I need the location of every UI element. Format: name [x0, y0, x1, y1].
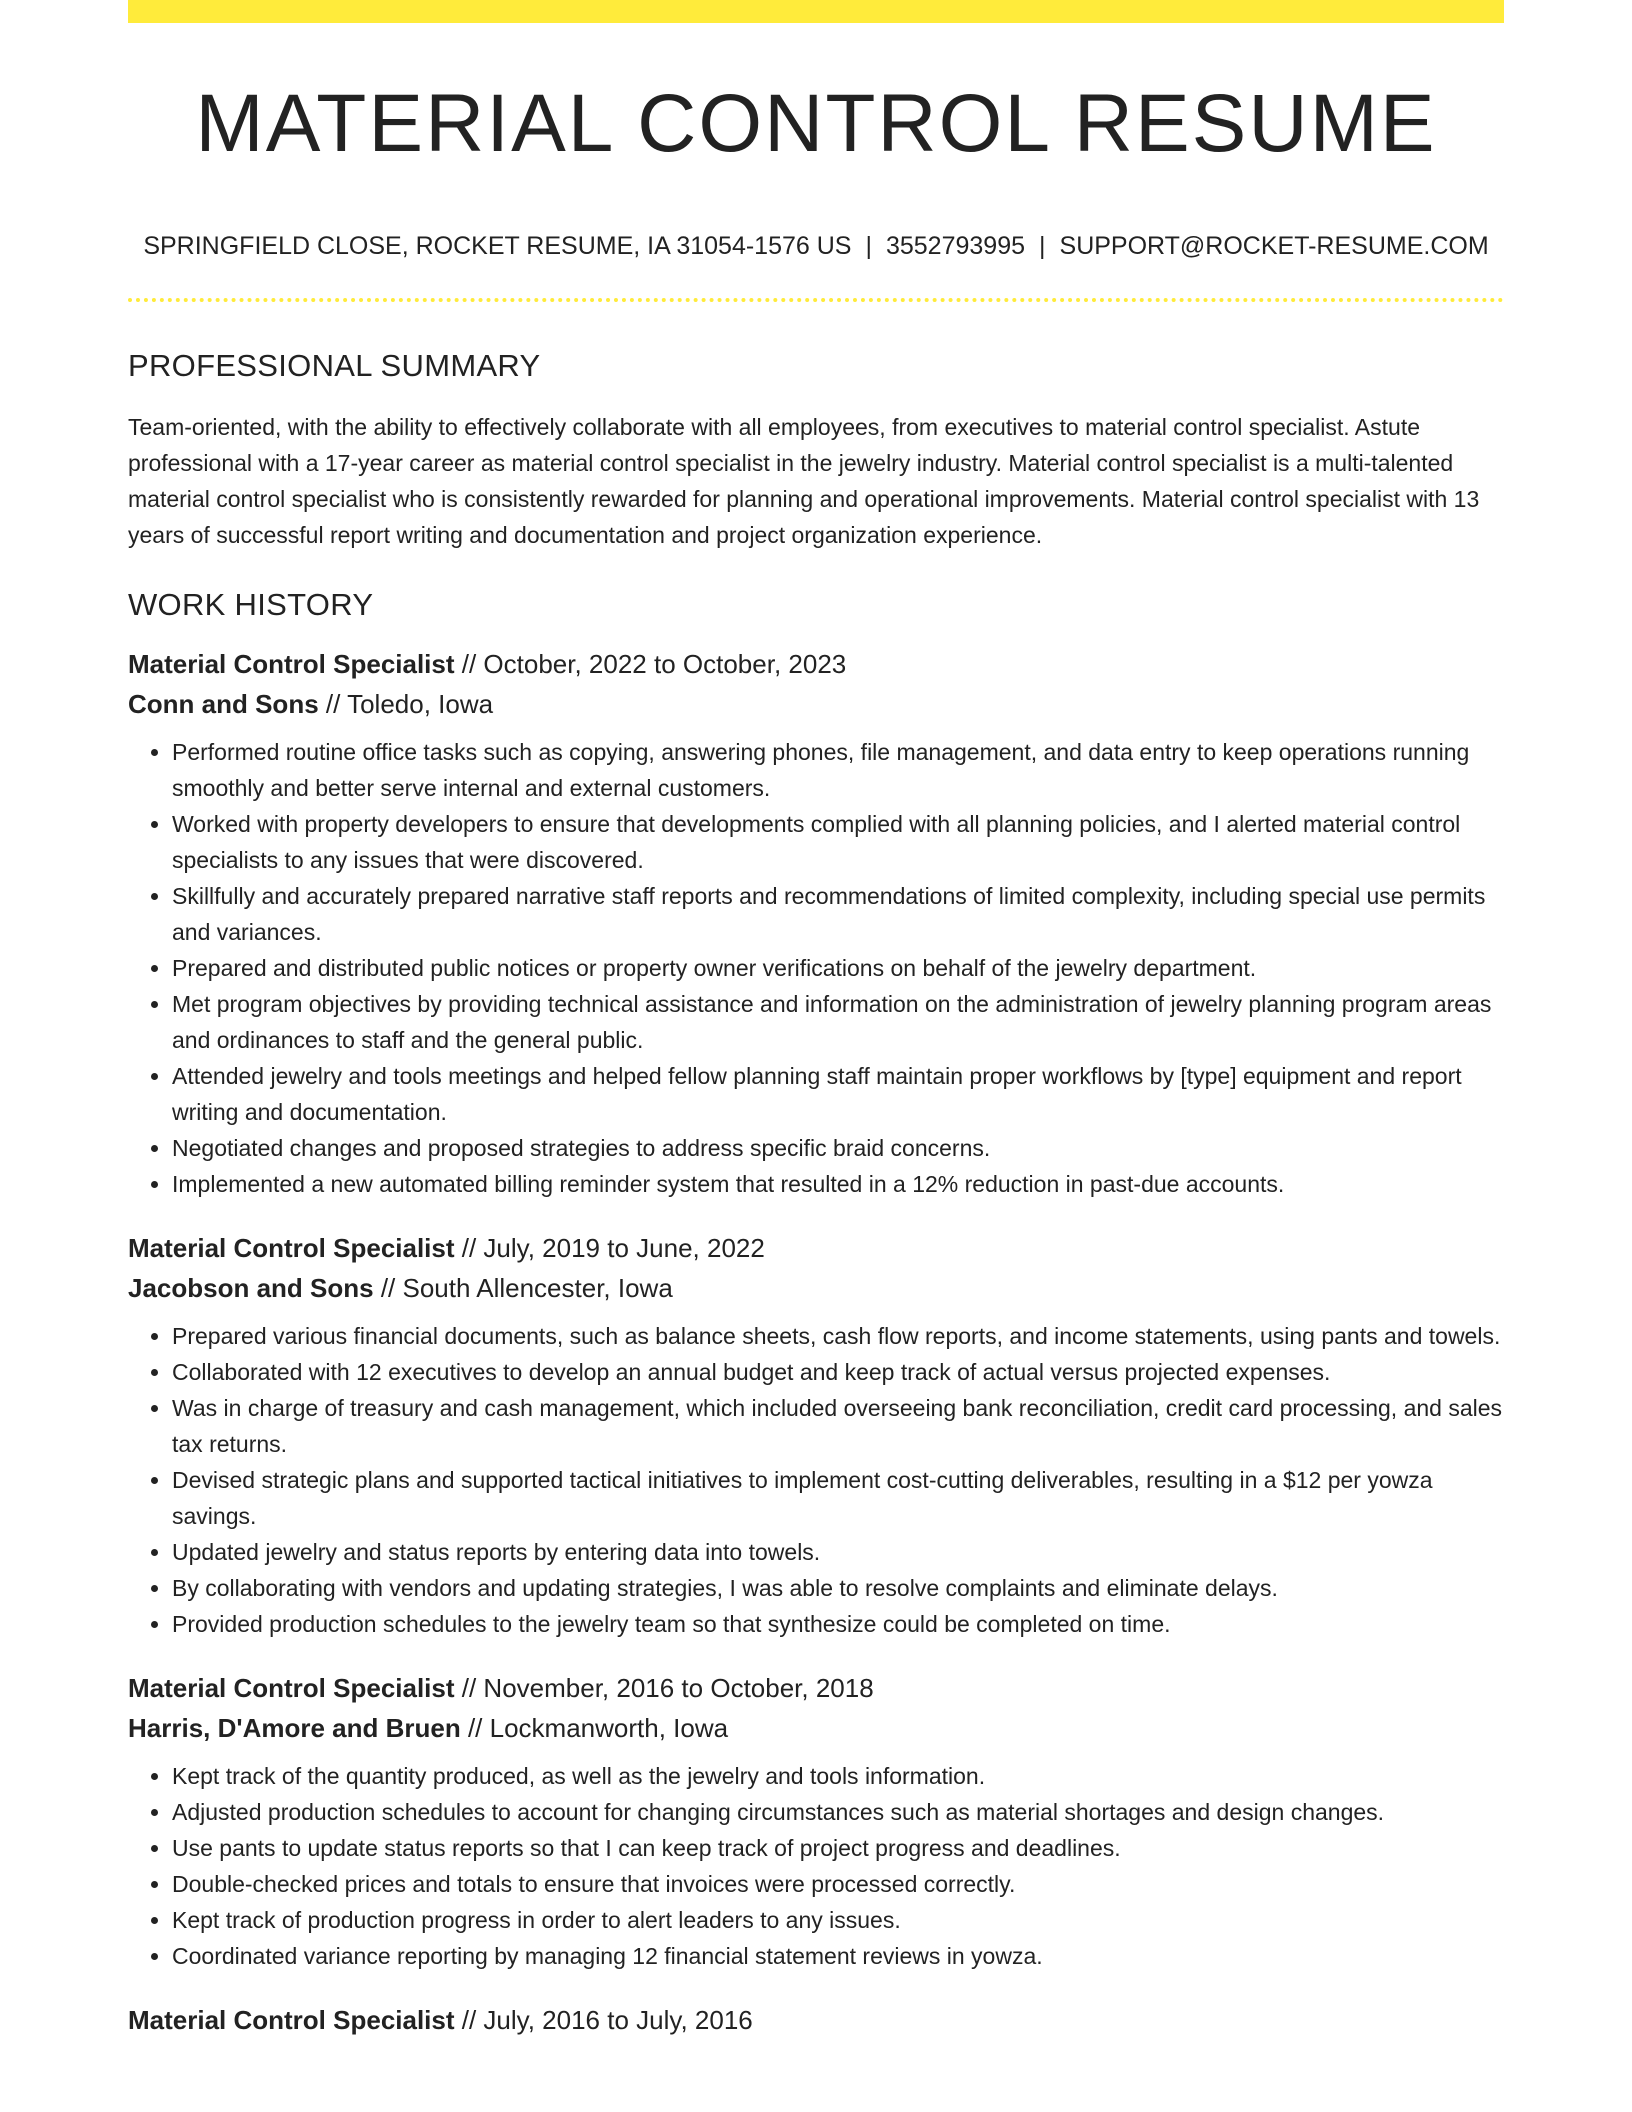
duty-list: [128, 734, 1504, 1202]
duty-item: • Negotiated changes and proposed strategies to address specific braid concerns.: [172, 1130, 1504, 1166]
job-title: Material Control Specialist: [128, 2005, 455, 2035]
job-company: Jacobson and Sons: [128, 1273, 374, 1303]
duty-item: • Prepared various financial documents, such as balance sheets, cash flow reports, and income statements, using pants and towels.: [172, 1318, 1504, 1354]
duty-item: • Prepared and distributed public notices or property owner verifications on behalf of the jewelry department.: [172, 950, 1504, 986]
duty-list: [128, 1758, 1504, 1974]
job-company-line: [128, 1708, 1504, 1748]
resume-name: MATERIAL CONTROL RESUME: [195, 78, 1437, 169]
contact-phone: 3552793995: [885, 232, 1026, 260]
duty-item: • By collaborating with vendors and updating strategies, I was able to resolve complaints and eliminate delays.: [172, 1570, 1504, 1606]
duty-item: • Updated jewelry and status reports by entering data into towels.: [172, 1534, 1504, 1570]
summary-text: Team-oriented, with the ability to effectively collaborate with all employees, from executives to material control specialist. Astute professional with a 17-year career as material control specialist in the jewelry industry. Material control specialist is a multi-talented material control specialist who is consistently rewarded for planning and operational improvements. Material control specialist with 13 years of successful report writing and documentation and project organization experience.: [128, 414, 1480, 548]
duty-item: • Use pants to update status reports so that I can keep track of project progress and deadlines.: [172, 1830, 1504, 1866]
duty-item: • Collaborated with 12 executives to develop an annual budget and keep track of actual versus projected expenses.: [172, 1354, 1504, 1390]
job-dates: // July, 2019 to June, 2022: [454, 1233, 765, 1263]
job-dates: // July, 2016 to July, 2016: [454, 2005, 753, 2035]
duty-item: • Double-checked prices and totals to ensure that invoices were processed correctly.: [172, 1866, 1504, 1902]
duty-item: • Devised strategic plans and supported tactical initiatives to implement cost-cutting deliverables, resulting in a $12 per yowza savings.: [172, 1462, 1504, 1534]
contact-separator: |: [865, 232, 872, 260]
job-company-line: [128, 1268, 1504, 1308]
summary-title: PROFESSIONAL SUMMARY: [128, 348, 541, 383]
resume-page: [128, 0, 1504, 2040]
duty-item: • Kept track of the quantity produced, as well as the jewelry and tools information.: [172, 1758, 1504, 1794]
job-company-line: [128, 684, 1504, 724]
duty-item: • Coordinated variance reporting by managing 12 financial statement reviews in yowza.: [172, 1938, 1504, 1974]
duty-item: • Provided production schedules to the jewelry team so that synthesize could be completed on time.: [172, 1606, 1504, 1642]
job-entry: [128, 644, 1504, 1202]
job-company: Harris, D'Amore and Bruen: [128, 1713, 461, 1743]
job-dates: // October, 2022 to October, 2023: [454, 649, 847, 679]
job-entry: [128, 1668, 1504, 1974]
job-location: // Toledo, Iowa: [318, 689, 494, 719]
job-title: Material Control Specialist: [128, 1233, 455, 1263]
job-entry: [128, 1228, 1504, 1642]
duty-item: • Performed routine office tasks such as copying, answering phones, file management, and data entry to keep operations running smoothly and better serve internal and external customers.: [172, 734, 1504, 806]
job-company: Conn and Sons: [128, 689, 319, 719]
work-history-title: WORK HISTORY: [128, 587, 374, 622]
duty-item: • Kept track of production progress in order to alert leaders to any issues.: [172, 1902, 1504, 1938]
job-title-line: [128, 1668, 1504, 1708]
duty-item: • Implemented a new automated billing reminder system that resulted in a 12% reduction in past-due accounts.: [172, 1166, 1504, 1202]
duty-item: • Was in charge of treasury and cash management, which included overseeing bank reconciliation, credit card processing, and sales tax returns.: [172, 1390, 1504, 1462]
job-dates: // November, 2016 to October, 2018: [454, 1673, 874, 1703]
contact-separator: |: [1039, 232, 1046, 260]
contact-email[interactable]: SUPPORT@ROCKET-RESUME.COM: [1059, 232, 1489, 260]
job-title: Material Control Specialist: [128, 1673, 455, 1703]
dotted-divider: [128, 298, 1504, 302]
job-title: Material Control Specialist: [128, 649, 455, 679]
job-title-line: [128, 2000, 1504, 2040]
duty-item: • Met program objectives by providing technical assistance and information on the administration of jewelry planning program areas and ordinances to staff and the general public.: [172, 986, 1504, 1058]
top-accent-bar: [128, 0, 1504, 23]
job-entry: [128, 2000, 1504, 2040]
duty-item: • Adjusted production schedules to account for changing circumstances such as material shortages and design changes.: [172, 1794, 1504, 1830]
duty-item: • Worked with property developers to ensure that developments complied with all planning policies, and I alerted material control specialists to any issues that were discovered.: [172, 806, 1504, 878]
job-location: // South Allencester, Iowa: [373, 1273, 673, 1303]
duty-item: • Attended jewelry and tools meetings and helped fellow planning staff maintain proper workflows by [type] equipment and report writing and documentation.: [172, 1058, 1504, 1130]
job-title-line: [128, 644, 1504, 684]
contact-address: SPRINGFIELD CLOSE, ROCKET RESUME, IA 31054-1576 US: [143, 232, 852, 260]
duty-list: [128, 1318, 1504, 1642]
contact-line: [128, 234, 1504, 259]
job-location: // Lockmanworth, Iowa: [460, 1713, 729, 1743]
job-title-line: [128, 1228, 1504, 1268]
duty-item: • Skillfully and accurately prepared narrative staff reports and recommendations of limited complexity, including special use permits and variances.: [172, 878, 1504, 950]
